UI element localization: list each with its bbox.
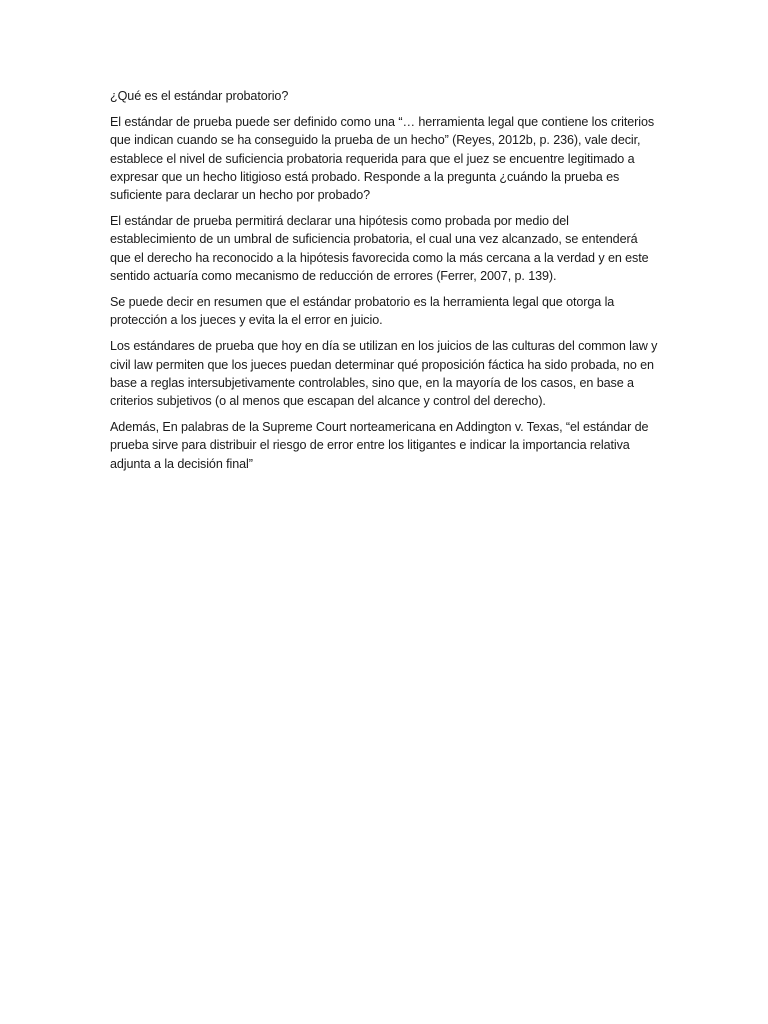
document-heading: ¿Qué es el estándar probatorio? bbox=[110, 89, 289, 103]
document-body bbox=[110, 87, 658, 481]
paragraph-1: El estándar de prueba puede ser definido como una “… herramienta legal que contiene los criterios que indican cuando se ha conseguido la prueba de un hecho” (Reyes, 2012b, p. 236), vale decir, establece el nivel de suficiencia probatoria requerida para que el juez se encuentre legitimado a expresar que un hecho litigioso está probado. Responde a la pregunta ¿cuándo la prueba es suficiente para declarar un hecho por probado? bbox=[110, 115, 655, 203]
paragraph-3: Se puede decir en resumen que el estándar probatorio es la herramienta legal que otorga la protección a los jueces y evita la el error en juicio. bbox=[110, 295, 615, 328]
paragraph-2: El estándar de prueba permitirá declarar una hipótesis como probada por medio del establecimiento de un umbral de suficiencia probatoria, el cual una vez alcanzado, se entenderá que el derecho ha reconocido a la hipótesis favorecida como la más cercana a la verdad y en este sentido actuaría como mecanismo de reducción de errores (Ferrer, 2007, p. 139). bbox=[110, 214, 649, 283]
paragraph-5: Además, En palabras de la Supreme Court norteamericana en Addington v. Texas, “el estándar de prueba sirve para distribuir el riesgo de error entre los litigantes e indicar la importancia relativa adjunta a la decisión final” bbox=[110, 420, 649, 471]
paragraph-4: Los estándares de prueba que hoy en día se utilizan en los juicios de las culturas del common law y civil law permiten que los jueces puedan determinar qué proposición fáctica ha sido probada, no en base a reglas intersubjetivamente controlables, sino que, en la mayoría de los casos, en base a criterios subjetivos (o al menos que escapan del alcance y control del derecho). bbox=[110, 339, 658, 409]
